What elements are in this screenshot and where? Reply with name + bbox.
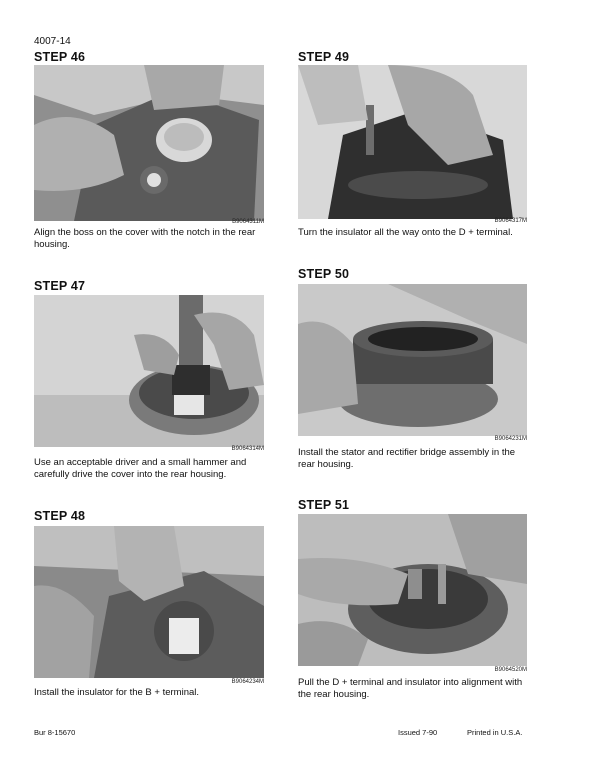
step-50-title: STEP 50: [298, 267, 350, 281]
step-46-image-code: B9064311M: [232, 219, 264, 225]
step-51-caption: Pull the D + terminal and insulator into alignment with the rear housing.: [298, 677, 523, 700]
step-50-image-code: B9064231M: [494, 436, 527, 442]
step-47-caption: Use an acceptable driver and a small hammer and carefully drive the cover into the rear housing.: [34, 457, 247, 480]
step-47-photo: [34, 295, 264, 447]
step-49-image-code: B9064317M: [494, 218, 527, 224]
footer-printed: Printed in U.S.A.: [467, 728, 523, 737]
step-49-caption: Turn the insulator all the way onto the D + terminal.: [298, 227, 513, 238]
step-51-title: STEP 51: [298, 498, 350, 512]
step-47-image-code: B9064314M: [231, 446, 264, 452]
step-50-caption: Install the stator and rectifier bridge assembly in the rear housing.: [298, 447, 516, 470]
step-51-image-code: B9064520M: [494, 667, 527, 673]
step-47-title: STEP 47: [34, 279, 86, 293]
footer-doc-number: Bur 8-15670: [34, 728, 76, 737]
footer-issued: Issued 7-90: [398, 728, 438, 737]
step-48-image-code: B9064234M: [231, 679, 264, 685]
step-48-photo: [34, 526, 264, 678]
step-46-photo: [34, 65, 264, 221]
step-50-photo: [298, 284, 527, 436]
page-number: 4007-14: [34, 36, 71, 47]
step-46-title: STEP 46: [34, 50, 86, 64]
step-49-photo: [298, 65, 527, 219]
step-48-caption: Install the insulator for the B + terminal.: [34, 687, 200, 698]
step-48-title: STEP 48: [34, 509, 86, 523]
step-51-photo: [298, 514, 527, 666]
step-46-caption: Align the boss on the cover with the notch in the rear housing.: [34, 227, 256, 250]
step-49-title: STEP 49: [298, 50, 350, 64]
